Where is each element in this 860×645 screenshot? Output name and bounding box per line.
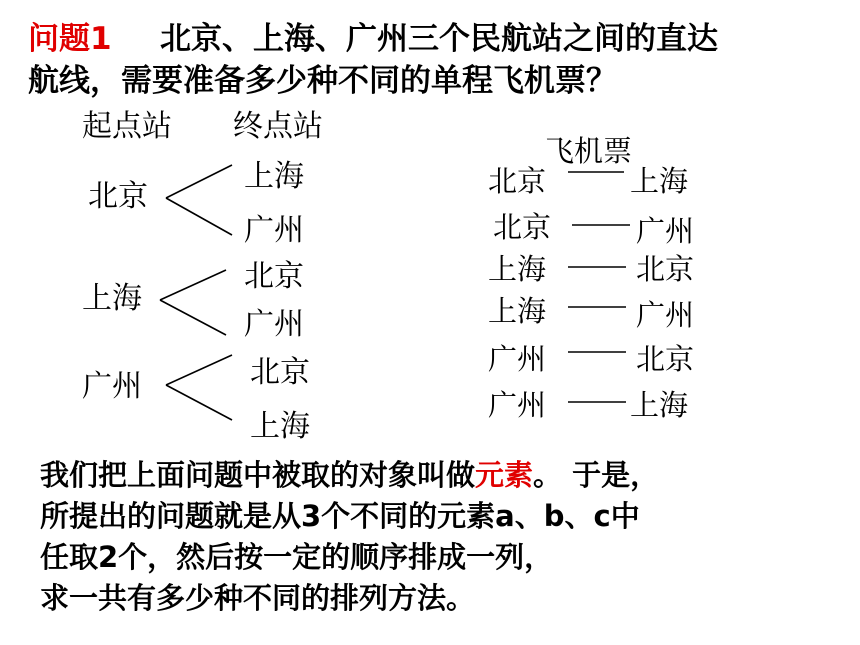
question-label: 问题1 (28, 21, 112, 57)
ticket-from-3: 上海 (488, 252, 547, 286)
tree-end-1-2: 广州 (244, 213, 304, 248)
paragraph-line-3: 任取2个，然后按一定的顺序排成一列， (40, 540, 554, 574)
paragraph-line-2: 所提出的问题就是从3个不同的元素a、b、c中 (40, 499, 640, 533)
ticket-to-2: 广州 (636, 214, 695, 248)
start-station-header: 起点站 (82, 109, 172, 144)
branch-line (166, 198, 232, 235)
ticket-from-5: 广州 (488, 342, 547, 376)
tickets-title: 飞机票 (545, 134, 633, 168)
end-station-header: 终点站 (233, 109, 323, 144)
tree-end-3-1: 北京 (250, 355, 310, 390)
tree-start-2: 上海 (82, 281, 142, 316)
paragraph-line-4: 求一共有多少种不同的排列方法。 (40, 581, 476, 615)
ticket-to-6: 上海 (630, 388, 689, 422)
tree-end-1-1: 上海 (244, 159, 304, 194)
tree-end-3-2: 上海 (250, 409, 310, 444)
ticket-to-4: 广州 (636, 298, 695, 332)
paragraph-line-1-start: 我们把上面问题中被取的对象叫做 (40, 458, 476, 492)
tree-start-1: 北京 (88, 179, 148, 214)
paragraph-line-1 (40, 456, 659, 494)
tree-end-2-2: 广州 (244, 307, 304, 342)
paragraph-line-1-end: 。 于是， (533, 458, 660, 492)
ticket-to-5: 北京 (636, 342, 695, 376)
ticket-to-3: 北京 (636, 252, 695, 286)
tree-end-2-1: 北京 (244, 259, 304, 294)
ticket-from-2: 北京 (493, 210, 552, 244)
question-line-1: 北京、上海、广州三个民航站之间的直达 (160, 21, 718, 57)
ticket-from-4: 上海 (488, 294, 547, 328)
branch-line (166, 385, 232, 420)
tree-start-3: 广州 (82, 369, 142, 404)
branch-line (160, 270, 226, 300)
branch-line (166, 165, 232, 198)
branch-line (166, 355, 232, 385)
element-term: 元素 (475, 458, 534, 492)
branch-line (160, 300, 226, 335)
question-line-2: 航线，需要准备多少种不同的单程飞机票？ (28, 63, 617, 99)
ticket-from-1: 北京 (488, 164, 547, 198)
ticket-from-6: 广州 (488, 388, 547, 422)
ticket-to-1: 上海 (630, 164, 689, 198)
